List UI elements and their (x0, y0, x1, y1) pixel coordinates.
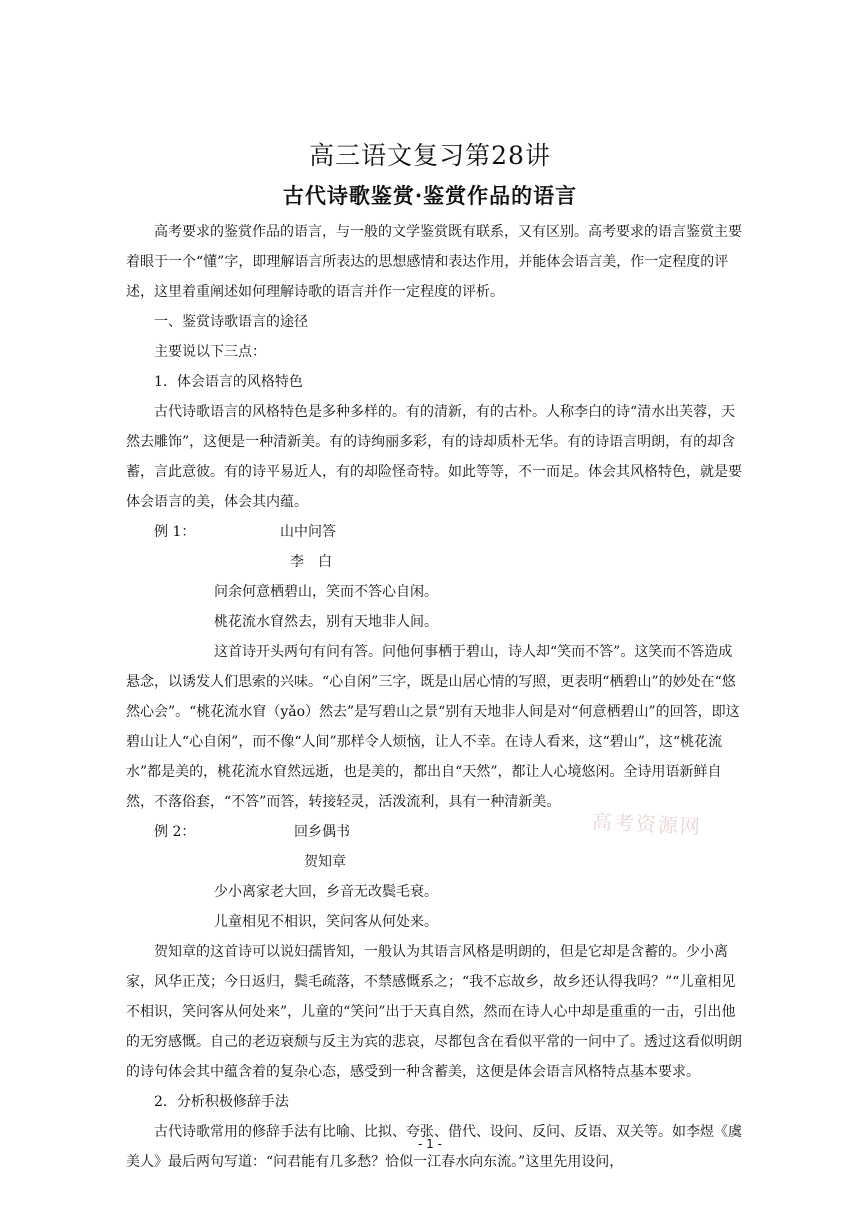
point1-heading: 1．体会语言的风格特色 (154, 374, 303, 390)
intro-paragraph: 高考要求的鉴赏作品的语言，与一般的文学鉴赏既有联系，又有区别。高考要求的语言鉴赏主要着眼于一个“懂”字，即理解语言所表达的思想感情和表达作用，并能体会语言美，作一定程度的评述，这里着重阐述如何理解诗歌的语言并作一定程度的评析。 (126, 224, 742, 300)
body-content (126, 217, 742, 1177)
point2-paragraph: 古代诗歌常用的修辞手法有比喻、比拟、夸张、借代、设问、反问、反语、双关等。如李煜《虞美人》最后两句写道：“问君能有几多愁？恰似一江春水向东流。”这里先用设问， (126, 1124, 742, 1170)
example1-poem-title: 山中问答 (280, 524, 336, 540)
example2-poem-line: 少小离家老大回，乡音无改鬓毛衰。 (214, 884, 438, 900)
example1-analysis: 这首诗开头两句有问有答。问他何事栖于碧山，诗人却“笑而不答”。这笑而不答造成悬念，以诱发人们思索的兴味。“心自闲”三字，既是山居心情的写照，更表明“栖碧山”的妙处在“悠然心会”。“桃花流水窅（yǎo）然去”是写碧山之景“别有天地非人间是对“何意栖碧山”的回答，即这碧山让人“心自闲”，而不像“人间”那样令人烦恼，让人不幸。在诗人看来，这“碧山”，这“桃花流水”都是美的，桃花流水窅然远逝，也是美的，都出自“天然”，都让人心境悠闲。全诗用语新鲜自然，不落俗套，“不答”而答，转接轻灵，活泼流利，具有一种清新美。 (126, 644, 740, 810)
example2-author-row (126, 847, 742, 877)
example1-label: 例 1： (154, 524, 196, 540)
example2-poem-line: 儿童相见不相识，笑问客从何处来。 (214, 914, 438, 930)
page-subtitle: 古代诗歌鉴赏·鉴赏作品的语言 (282, 183, 578, 208)
section-subheading: 主要说以下三点： (154, 344, 266, 360)
section-heading: 一、鉴赏诗歌语言的途径 (154, 314, 308, 330)
example2-label: 例 2： (154, 824, 196, 840)
example1-author: 李 白 (290, 554, 332, 570)
point1-paragraph: 古代诗歌语言的风格特色是多种多样的。有的清新，有的古朴。人称李白的诗“清水出芙蓉，天然去雕饰”，这便是一种清新美。有的诗绚丽多彩，有的诗却质朴无华。有的诗语言明朗，有的却含蓄，言此意彼。有的诗平易近人，有的却险怪奇特。如此等等，不一而足。体会其风格特色，就是要体会语言的美，体会其内蕴。 (126, 404, 742, 510)
example2-analysis: 贺知章的这首诗可以说妇孺皆知，一般认为其语言风格是明朗的，但是它却是含蓄的。少小离家，风华正茂；今日返归，鬓毛疏落，不禁感慨系之；“我不忘故乡，故乡还认得我吗？”“儿童相见不相识，笑问客从何处来”，儿童的“笑问”出于天真自然，然而在诗人心中却是重重的一击，引出他的无穷感慨。自己的老迈衰颓与反主为宾的悲哀，尽都包含在看似平常的一问中了。透过这看似明朗的诗句体会其中蕴含着的复杂心态，感受到一种含蓄美，这便是体会语言风格特点基本要求。 (126, 944, 742, 1080)
example1-author-row (126, 547, 742, 577)
page-number: - 1 - (418, 1137, 442, 1151)
example2-author: 贺知章 (304, 854, 346, 870)
point2-heading: 2．分析积极修辞手法 (154, 1094, 289, 1110)
example1-poem-line: 问余何意栖碧山，笑而不答心自闲。 (214, 584, 438, 600)
example1-poem-line: 桃花流水窅然去，别有天地非人间。 (214, 614, 438, 630)
example1-header (126, 517, 742, 547)
watermark-stamp: 高考资源网 (591, 809, 703, 839)
example2-poem-title: 回乡偶书 (294, 824, 350, 840)
page-title: 高三语文复习第28讲 (309, 141, 551, 170)
